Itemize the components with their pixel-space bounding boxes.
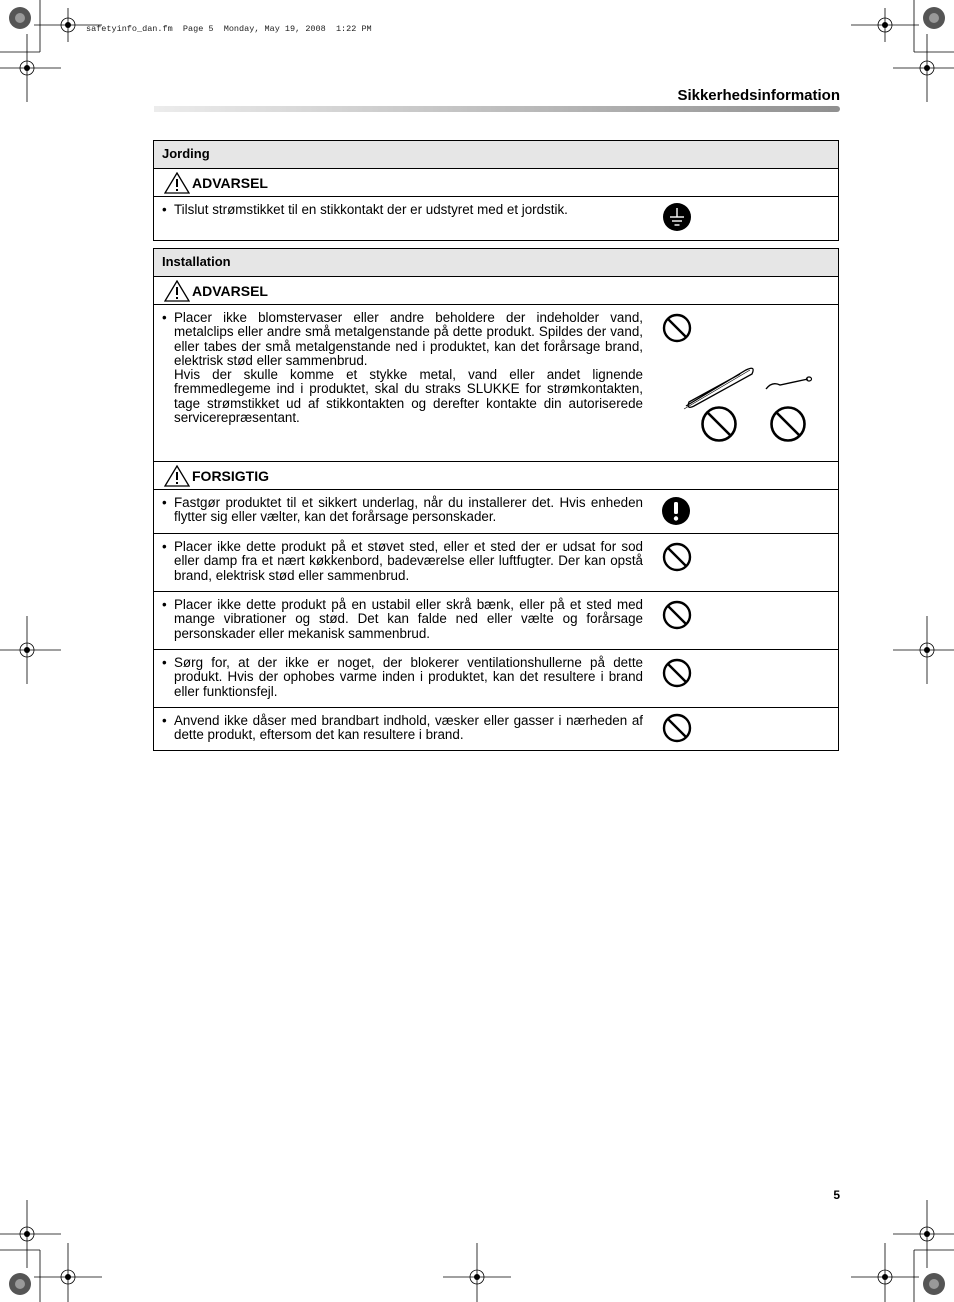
list-item [154, 592, 838, 650]
list-item [154, 534, 838, 592]
pin-icon [764, 373, 814, 395]
mandatory-exclamation-icon [661, 496, 691, 526]
section-title: Installation [154, 249, 838, 277]
item-text: • Tilslut strømstikket til en stikkontakt der er udstyret med et jordstik. [162, 202, 568, 217]
item-text: • Fastgør produktet til et sikkert underlag, når du installerer det. Hvis enheden flytter sig eller vælter, kan det forårsage personskader. [162, 495, 643, 525]
prohibited-icon [662, 713, 692, 743]
file-slug: safetyinfo_dan.fm Page 5 Monday, May 19, 2008 1:22 PM [86, 24, 372, 34]
section-title: Jording [154, 141, 838, 169]
list-item [154, 650, 838, 708]
list-item [154, 490, 838, 534]
level-forsigtig [154, 462, 838, 490]
prohibited-icon [769, 405, 807, 443]
item-text: • Placer ikke dette produkt på et støvet sted, eller et sted der er udsat for sod eller damp fra et nært køkkenbord, badeværelse eller luftfugter. Der kan opstå brand, elektrisk stød eller sammenbrud. [162, 539, 643, 583]
level-advarsel [154, 277, 838, 305]
level-label: ADVARSEL [192, 282, 268, 299]
list-item [154, 708, 838, 750]
item-text: • Placer ikke dette produkt på en ustabil eller skrå bænk, eller på et sted med mange vibrationer og stød. Det kan falde ned eller vælte og forårsage personskader eller mekanisk sammenbrud. [162, 597, 643, 641]
item-text: • Sørg for, at der ikke er noget, der blokerer ventilationshullerne på dette produkt. Hvis der ophobes varme inden i produktet, kan det resultere i brand eller funktionsfejl. [162, 655, 643, 699]
ground-icon [662, 202, 692, 232]
prohibited-icon [700, 405, 738, 443]
list-item [154, 305, 838, 462]
level-label: ADVARSEL [192, 174, 268, 191]
warning-triangle-icon [164, 280, 190, 302]
item-text: • Placer ikke blomstervaser eller andre beholdere der indeholder vand, metalclips eller andre små metalgenstande på dette produkt. Spildes der vand, eller tabes der små metalgenstande ned i produktet, kan det forårsage brand, elektrisk stød eller sammenbrud. Hvis der skulle komme et stykke metal, vand eller andet lignende fremmedlegeme ind i produktet, skal du straks SLUKKE for strømkontakten, tage strømstikket ud af stikkontakten og derefter kontakte din autoriserede servicerepræsentant. [162, 310, 643, 426]
header-rule [154, 106, 840, 112]
section-jording [153, 140, 839, 241]
page-number: 5 [833, 1188, 840, 1202]
level-label: FORSIGTIG [192, 467, 269, 484]
prohibited-icon [662, 658, 692, 688]
warning-triangle-icon [164, 172, 190, 194]
prohibited-icon [662, 542, 692, 572]
warning-triangle-icon [164, 465, 190, 487]
prohibited-icon [662, 313, 692, 343]
section-installation [153, 248, 839, 751]
list-item [154, 197, 838, 240]
page-header-title: Sikkerhedsinformation [677, 87, 840, 104]
level-advarsel [154, 169, 838, 197]
item-text: • Anvend ikke dåser med brandbart indhold, væsker eller gasser i nærheden af dette produkt, eftersom det kan resultere i brand. [162, 713, 643, 743]
prohibited-icon [662, 600, 692, 630]
